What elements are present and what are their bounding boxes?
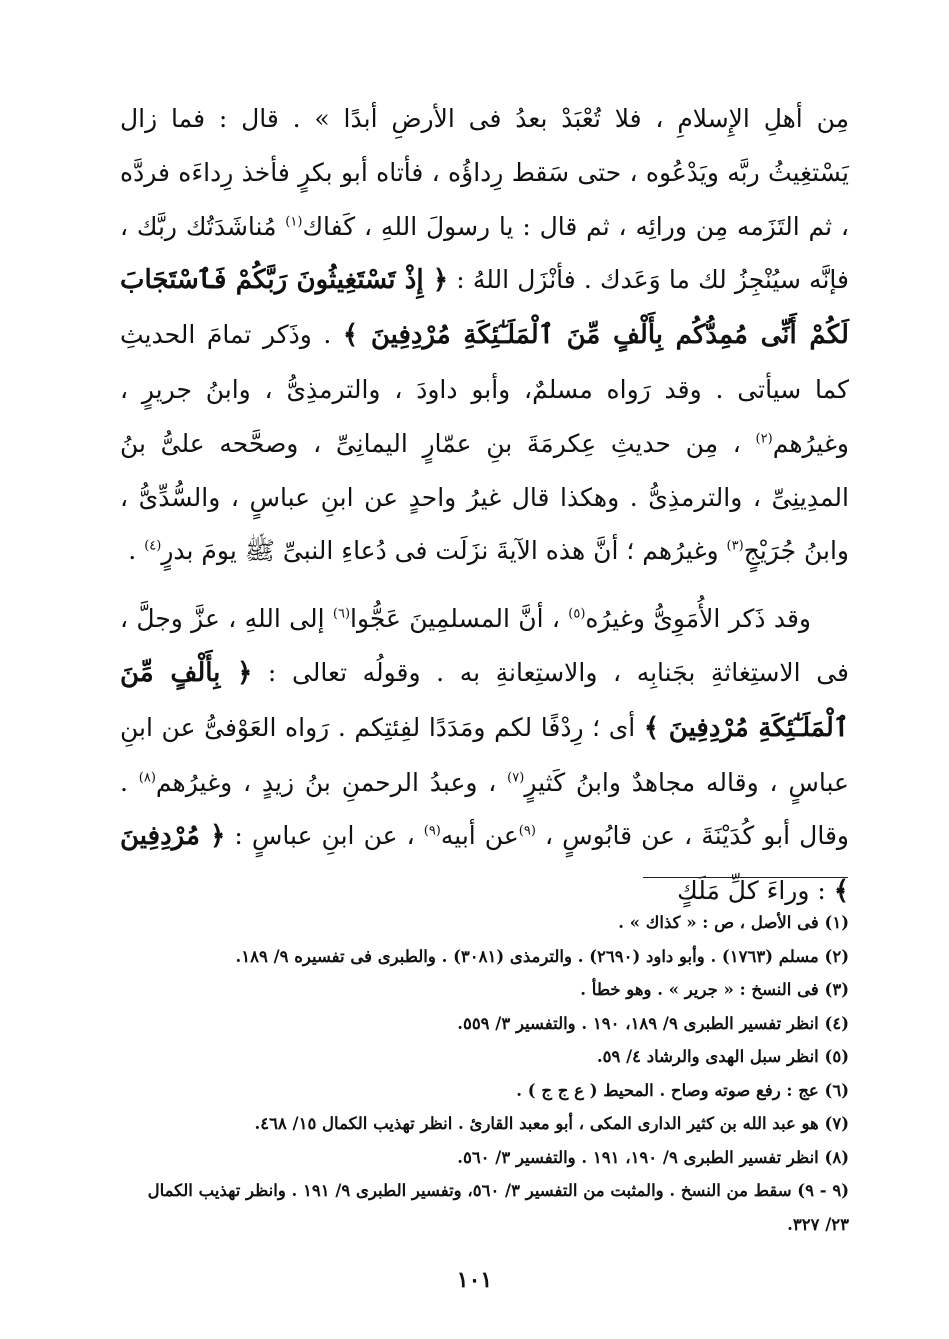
text-run: وغيرُهم ؛ أنَّ هذه الآيةَ نزَلَت فى دُعاءِ النبىِّ ﷺ يومَ بدرٍ (161, 536, 727, 566)
text-run: ، أنَّ المسلمِينَ عَجُّوا (350, 604, 569, 634)
footnote-2: (٢) مسلم (١٧٦٣) . وأبو داود (٢٦٩٠) . والترمذى (٣٠٨١) . والطبرى فى تفسيره ٩/ ١٨٩. (235, 946, 849, 966)
footnotes (120, 906, 849, 1241)
footnote-marker: (٤) (144, 539, 162, 555)
footnote-marker: (٩) (423, 824, 441, 840)
quran-verse: ﴿ مُرْدِفِينَ ﴾ (120, 821, 849, 907)
footnote-marker: (٧) (507, 770, 525, 786)
footnote-8: (٨) انظر تفسير الطبرى ٩/ ١٩٠، ١٩١ . والتفسير ٣/ ٥٦٠. (457, 1147, 849, 1167)
text-run: مُناشَدَتُك ربَّك ، فإنَّه سيُنْجِزُ لك ما وَعَدك . فأنْزَل اللهُ : (120, 211, 849, 295)
text-run: ، وعبدُ الرحمنِ بنُ زيدٍ ، وغيرُهم (155, 767, 508, 797)
footnote-1: (١) فى الأصل ، ص : « كذاك » . (618, 913, 849, 932)
paragraph-2 (120, 592, 849, 919)
quran-verse: ﴿ بِأَلْفٍ مِّنَ ٱلْمَلَـٰٓئِكَةِ مُرْدِفِينَ ﴾ (120, 657, 849, 743)
main-text (120, 92, 849, 919)
quran-verse: ﴿ إِذْ تَسْتَغِيثُونَ رَبَّكُمْ فَٱسْتَجَابَ لَكُمْ أَنِّى مُمِدُّكُم بِأَلْفٍ مِّنَ ٱلْمَلَـٰٓئِكَةِ مُرْدِفِينَ ﴾ (120, 265, 849, 351)
footnote-5: (٥) انظر سبل الهدى والرشاد ٤/ ٥٩. (596, 1047, 849, 1066)
footnote-marker: (٩) (518, 824, 536, 840)
footnote-7: (٧) هو عبد الله بن كثير الدارى المكى ، أبو معبد القارئ . انظر تهذيب الكمال ١٥/ ٤٦٨. (254, 1114, 849, 1133)
text-run: عن أبيه (440, 821, 519, 851)
footnote-3: (٣) فى النسخ : « جرير » . وهو خطأ . (580, 980, 849, 999)
footnote-9: (٩ - ٩) سقط من النسخ . والمثبت من التفسير ٣/ ٥٦٠، وتفسير الطبرى ٩/ ١٩١ . وانظر تهذيب الكمال ٢٣/ ٣٢٧. (147, 1181, 849, 1234)
text-run: . وقال أبو كُدَيْنَةَ ، عن قابُوسٍ ، (120, 767, 849, 851)
text-run: : وراءَ كلِّ مَلَكٍ (677, 876, 834, 906)
text-run: . (128, 536, 145, 566)
footnote-marker: (٢) (755, 431, 773, 447)
text-run: . وذَكر تمامَ الحديثِ كما سيأتى . وقد رَواه مسلمٌ، وأبو داودَ ، والترمذِىُّ ، وابنُ جريرٍ ، وغيرُهم (120, 320, 849, 458)
footnote-marker: (٨) (138, 770, 156, 786)
text-run: ، عن ابنِ عباسٍ : (225, 821, 424, 851)
text-run: مِن أهلِ الإِسلامِ ، فلا تُعْبَدْ بعدُ فى الأرضِ أبدًا » . قال : فما زال يَسْتغِيثُ ربَّه ويَدْعُوه ، حتى سَقط رِداؤُه ، فأتاه أبو بكرٍ فأخذ رِداءَه فردَّه ، ثم التَزَمه مِن ورائِه ، ثم قال : يا رسولَ اللهِ ، كَفاك (120, 104, 849, 241)
footnote-marker: (١) (285, 214, 303, 230)
footnote-6: (٦) عج : رفع صوته وصاح . المحيط ( ع ج ج ) . (516, 1080, 849, 1100)
footnote-marker: (٦) (332, 606, 351, 622)
footnote-marker: (٥) (568, 606, 586, 622)
text-run: وقد ذَكر الأُمَوِىُّ وغيرُه (585, 604, 811, 634)
text-run: ، مِن حديثِ عِكرمَةَ بنِ عمّارٍ اليمانِىِّ ، وصحَّحه علىُّ بنُ المدِينِىِّ ، والترمذِىُّ . وهكذا قال غيرُ واحدٍ عن ابنِ عباسٍ ، والسُّدِّىُّ ، وابنُ جُرَيْجٍ (120, 428, 849, 566)
text-run: أى ؛ رِدْفًا لكم ومَدَدًا لفِئتِكم . رَواه العَوْفىُّ عن ابنِ عباسٍ ، وقاله مجاهدٌ وابنُ كَثيرٍ (120, 712, 849, 797)
paragraph-1 (120, 92, 849, 578)
page-number: ١٠١ (456, 1267, 493, 1293)
footnote-divider (643, 877, 848, 878)
text-run: إلى اللهِ ، عزَّ وجلَّ ، فى الاستِغاثةِ بجَنابِه ، والاستِعانةِ به . وقولُه تعالى : (120, 604, 850, 687)
footnote-marker: (٣) (726, 539, 744, 555)
footnote-4: (٤) انظر تفسير الطبرى ٩/ ١٨٩، ١٩٠ . والتفسير ٣/ ٥٥٩. (457, 1013, 849, 1033)
